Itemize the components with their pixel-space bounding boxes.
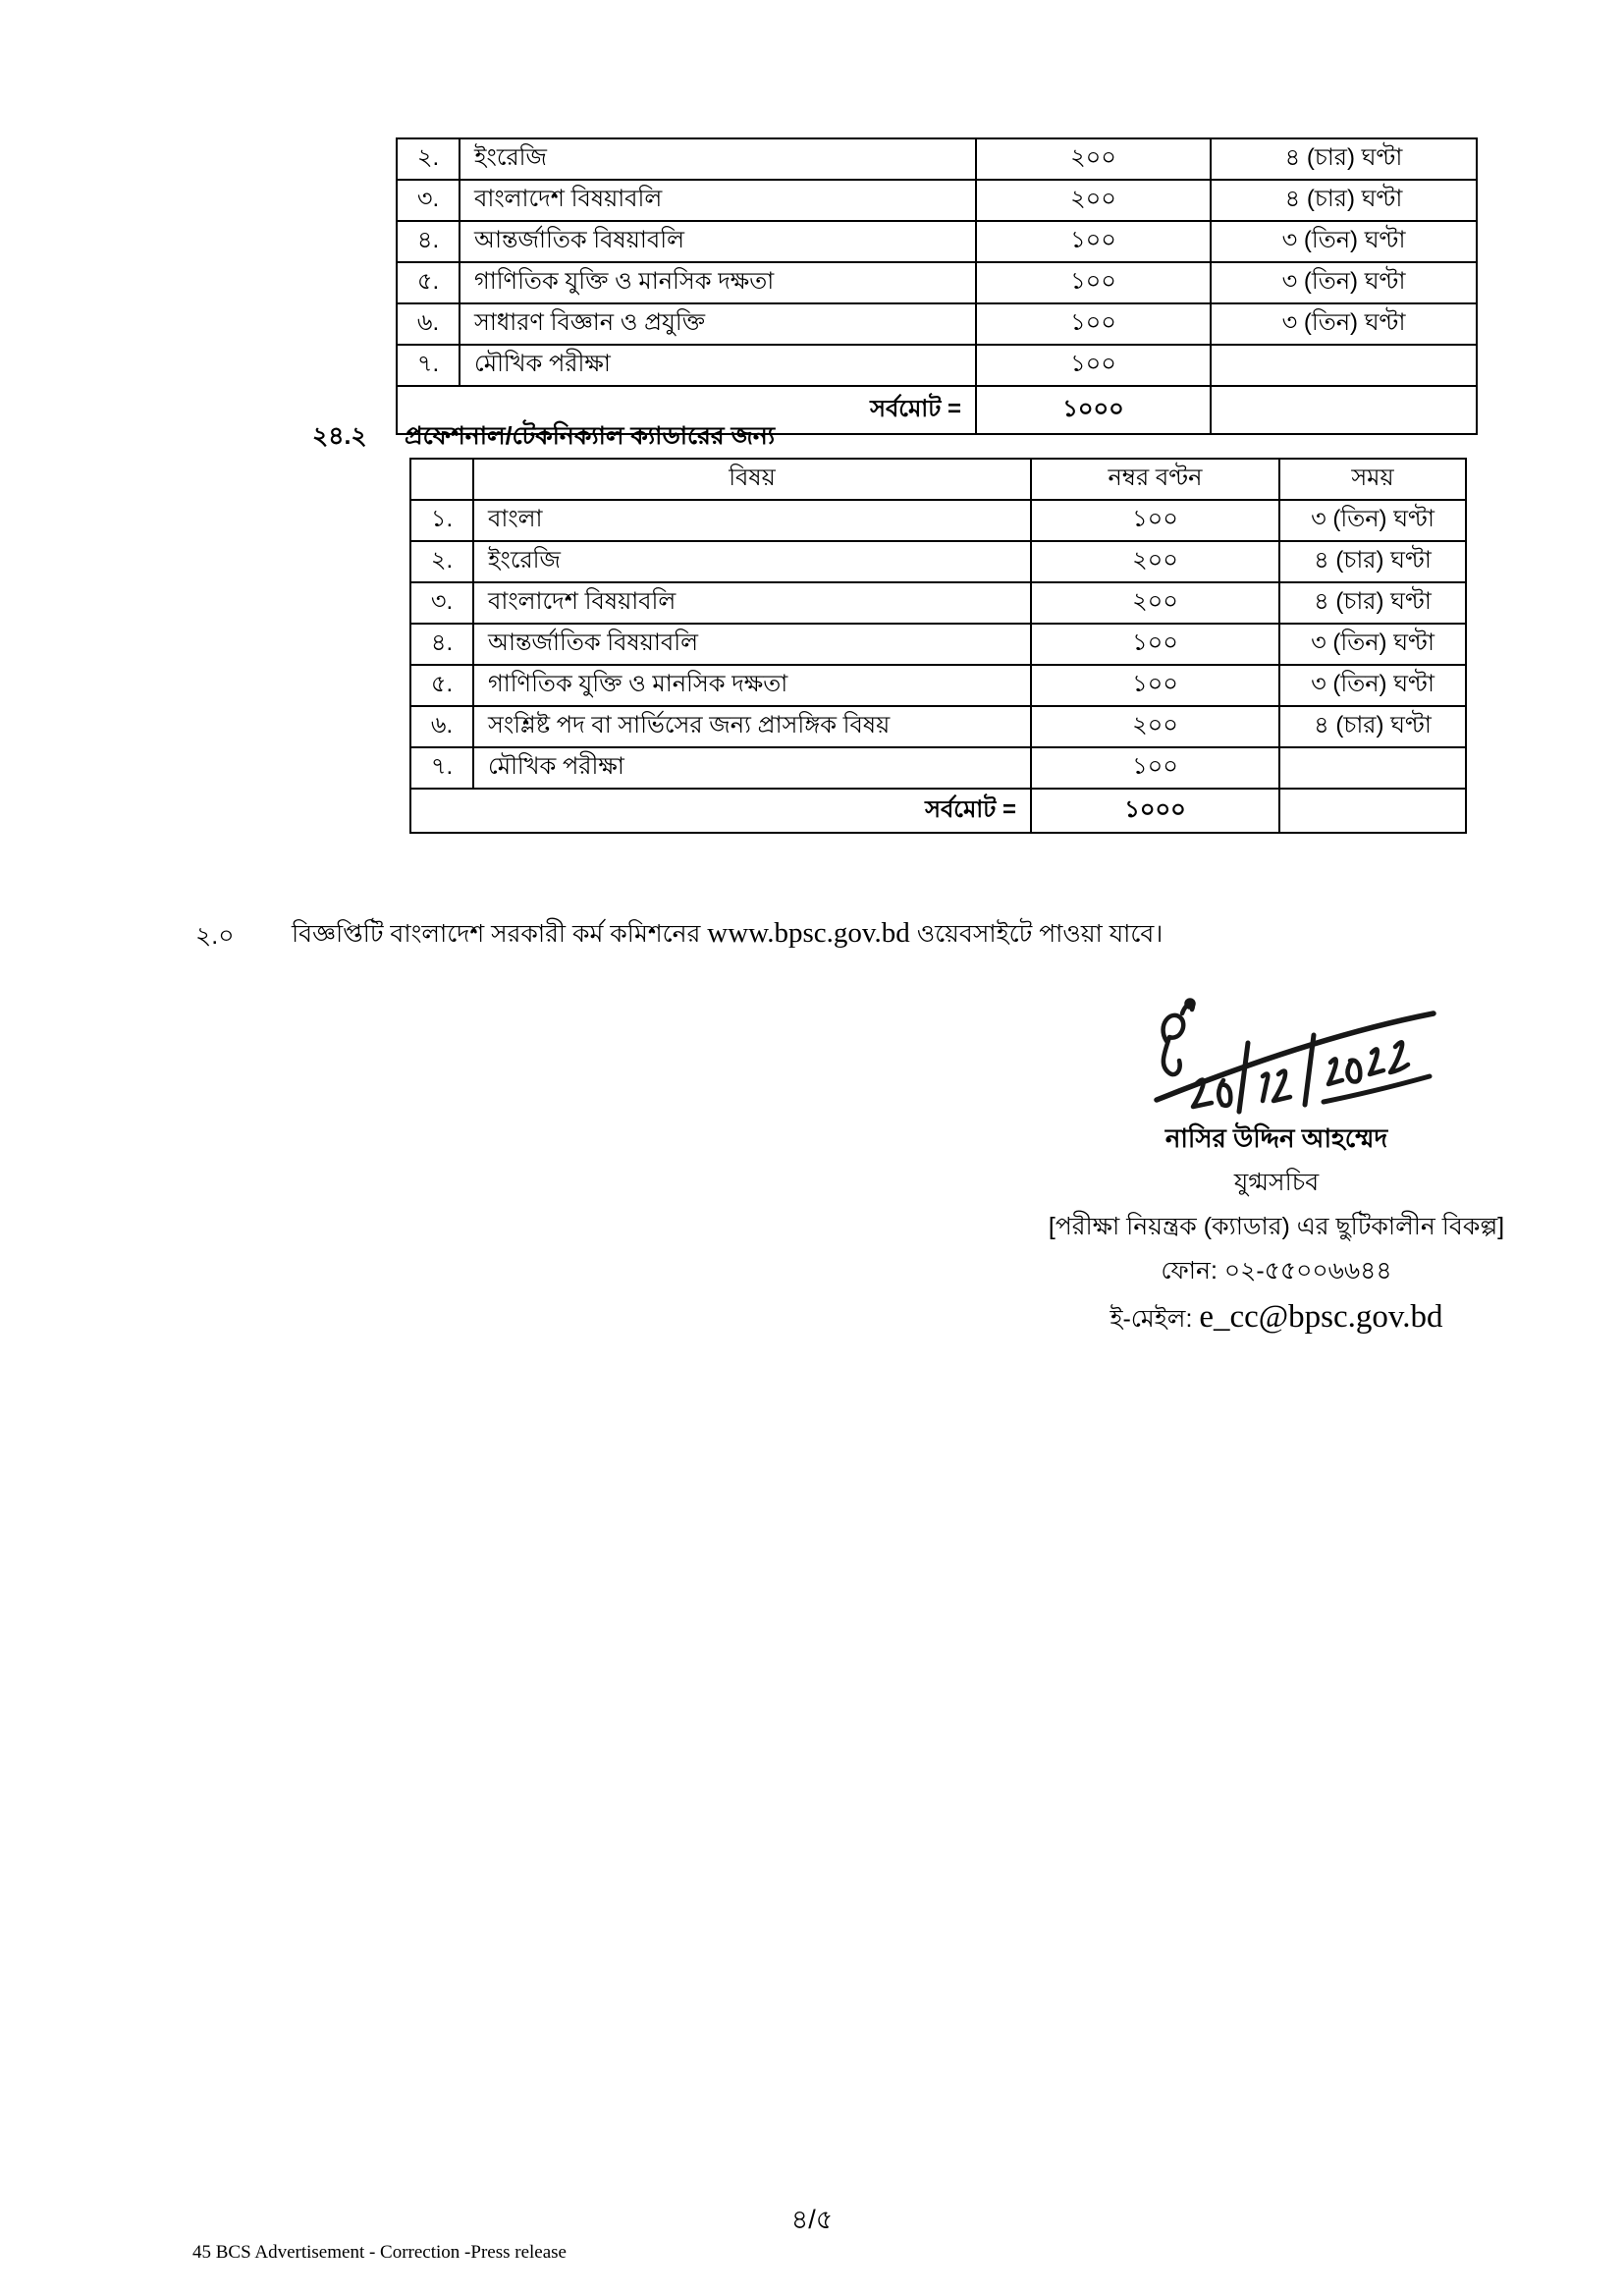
cell-sl: ৬. [410, 706, 473, 747]
cell-marks: ১০০ [976, 345, 1211, 386]
cell-sl: ৩. [410, 582, 473, 624]
cell-time: ৩ (তিন) ঘণ্টা [1279, 665, 1466, 706]
professional-table-head [410, 459, 1466, 500]
professional-table [409, 458, 1467, 834]
header-subject: বিষয় [473, 459, 1031, 500]
cell-subject: বাংলাদেশ বিষয়াবলি [473, 582, 1031, 624]
cell-time: ৩ (তিন) ঘণ্টা [1279, 500, 1466, 541]
table-row [397, 345, 1477, 386]
cell-marks: ২০০ [1031, 582, 1279, 624]
signer-phone: ফোন: ০২-৫৫০০৬৬৪৪ [1161, 1257, 1392, 1285]
cell-time: ৩ (তিন) ঘণ্টা [1211, 262, 1477, 303]
empty-cell [1279, 789, 1466, 833]
cell-subject: মৌখিক পরীক্ষা [473, 747, 1031, 789]
signer-designation: যুগ্মসচিব [1233, 1169, 1320, 1196]
cell-sl: ৫. [397, 262, 460, 303]
signer-email-line [1021, 1292, 1532, 1343]
cell-sl: ৪. [397, 221, 460, 262]
cell-marks: ২০০ [976, 180, 1211, 221]
cell-time: ৪ (চার) ঘণ্টা [1211, 138, 1477, 180]
total-label: সর্বমোট = [410, 789, 1031, 833]
general-cadre-table [396, 137, 1478, 435]
cell-marks: ২০০ [1031, 541, 1279, 582]
clause-text-before: বিজ্ঞপ্তিটি বাংলাদেশ সরকারী কর্ম কমিশনের [292, 920, 708, 948]
cell-subject: মৌখিক পরীক্ষা [460, 345, 976, 386]
signer-role-note: [পরীক্ষা নিয়ন্ত্রক (ক্যাডার) এর ছুটিকালীন বিকল্প] [1048, 1213, 1505, 1240]
section-number: ২৪.২ [312, 422, 367, 450]
table-row [410, 500, 1466, 541]
professional-table-body [410, 500, 1466, 789]
cell-sl: ৫. [410, 665, 473, 706]
cell-subject: বাংলা [473, 500, 1031, 541]
cell-marks: ১০০ [976, 262, 1211, 303]
handwritten-signature-icon [1137, 990, 1476, 1129]
cell-subject: সাধারণ বিজ্ঞান ও প্রযুক্তি [460, 303, 976, 345]
cell-sl: ২. [397, 138, 460, 180]
table-row [410, 665, 1466, 706]
header-time: সময় [1279, 459, 1466, 500]
cell-time [1211, 345, 1477, 386]
cell-time: ৪ (চার) ঘণ্টা [1279, 706, 1466, 747]
header-marks: নম্বর বণ্টন [1031, 459, 1279, 500]
table-row [410, 747, 1466, 789]
table-row [410, 624, 1466, 665]
cell-marks: ১০০ [1031, 747, 1279, 789]
cell-sl: ৭. [410, 747, 473, 789]
cell-subject: ইংরেজি [460, 138, 976, 180]
cell-sl: ৩. [397, 180, 460, 221]
cell-marks: ১০০ [1031, 500, 1279, 541]
header-serial [410, 459, 473, 500]
table-total-row [410, 789, 1466, 833]
cell-marks: ১০০ [1031, 665, 1279, 706]
table-row [397, 303, 1477, 345]
footer-note: 45 BCS Advertisement - Correction -Press release [192, 2242, 567, 2263]
table-row [397, 262, 1477, 303]
cell-marks: ১০০ [976, 221, 1211, 262]
cell-time: ৪ (চার) ঘণ্টা [1279, 541, 1466, 582]
cell-subject: গাণিতিক যুক্তি ও মানসিক দক্ষতা [460, 262, 976, 303]
cell-time: ৪ (চার) ঘণ্টা [1279, 582, 1466, 624]
cell-time [1279, 747, 1466, 789]
cell-subject: সংশ্লিষ্ট পদ বা সার্ভিসের জন্য প্রাসঙ্গিক বিষয় [473, 706, 1031, 747]
cell-sl: ২. [410, 541, 473, 582]
cell-sl: ৪. [410, 624, 473, 665]
total-value: ১০০০ [1031, 789, 1279, 833]
clause-text [292, 914, 1163, 957]
table-row [397, 180, 1477, 221]
section-title: প্রফেশনাল/টেকনিক্যাল ক্যাডারের জন্য [405, 422, 776, 450]
cell-sl: ৬. [397, 303, 460, 345]
cell-sl: ৭. [397, 345, 460, 386]
cell-time: ৩ (তিন) ঘণ্টা [1211, 303, 1477, 345]
signatory-block [1021, 1116, 1532, 1343]
cell-marks: ১০০ [976, 303, 1211, 345]
table-row [410, 706, 1466, 747]
table-row [410, 582, 1466, 624]
cell-time: ৪ (চার) ঘণ্টা [1211, 180, 1477, 221]
general-cadre-table-body [397, 138, 1477, 386]
table-header-row [410, 459, 1466, 500]
email-label: ই-মেইল: [1110, 1305, 1200, 1333]
email-address: e_cc@bpsc.gov.bd [1199, 1299, 1443, 1335]
table-row [397, 221, 1477, 262]
cell-marks: ২০০ [976, 138, 1211, 180]
website-url: www.bpsc.gov.bd [707, 917, 910, 949]
cell-marks: ১০০ [1031, 624, 1279, 665]
empty-cell [1211, 386, 1477, 434]
total-label: সর্বমোট = [397, 386, 976, 434]
total-value: ১০০০ [976, 386, 1211, 434]
cell-subject: গাণিতিক যুক্তি ও মানসিক দক্ষতা [473, 665, 1031, 706]
signer-name: নাসির উদ্দিন আহম্মেদ [1164, 1123, 1388, 1153]
table-row [397, 138, 1477, 180]
cell-time: ৩ (তিন) ঘণ্টা [1211, 221, 1477, 262]
cell-time: ৩ (তিন) ঘণ্টা [1279, 624, 1466, 665]
clause-text-after: ওয়েবসাইটে পাওয়া যাবে। [909, 920, 1164, 948]
table-row [410, 541, 1466, 582]
cell-subject: ইংরেজি [473, 541, 1031, 582]
cell-subject: আন্তর্জাতিক বিষয়াবলি [460, 221, 976, 262]
cell-subject: আন্তর্জাতিক বিষয়াবলি [473, 624, 1031, 665]
cell-subject: বাংলাদেশ বিষয়াবলি [460, 180, 976, 221]
clause-number: ২.০ [195, 922, 235, 950]
page-number: ৪/৫ [790, 2205, 834, 2234]
cell-sl: ১. [410, 500, 473, 541]
cell-marks: ২০০ [1031, 706, 1279, 747]
